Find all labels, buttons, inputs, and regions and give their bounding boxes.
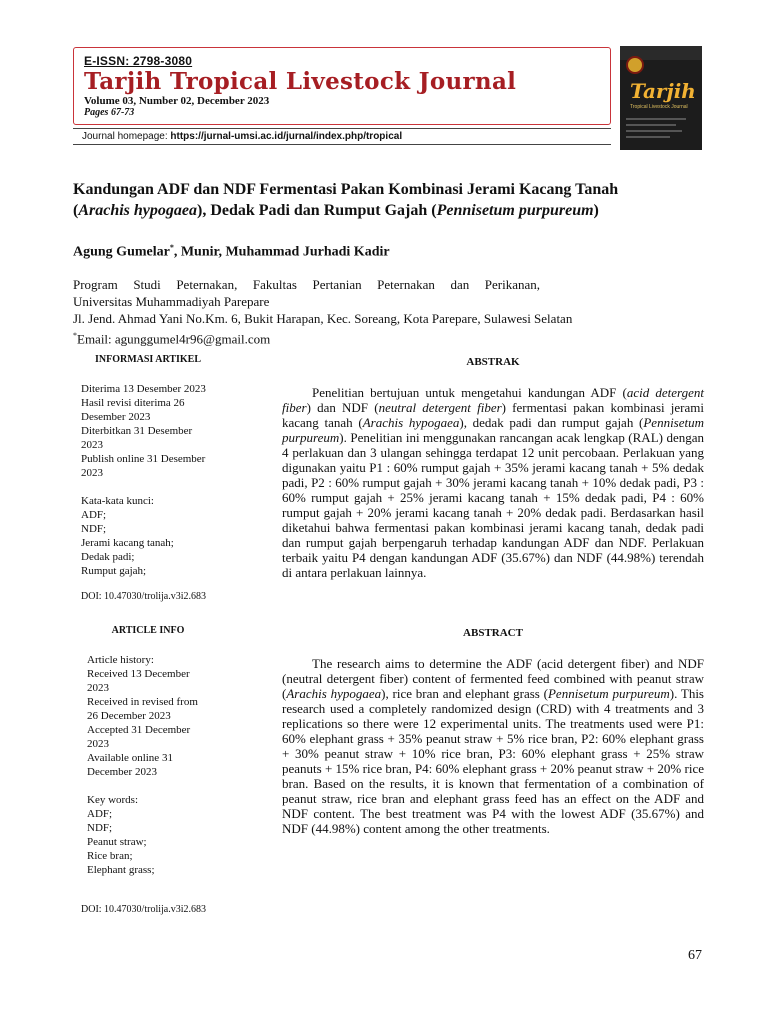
info-id-history: Diterima 13 Desember 2023 Hasil revisi diterima 26 Desember 2023 Diterbitkan 31 Desember 2023 Publish online 31 Desember 2023 [81, 383, 206, 479]
homepage-link[interactable]: https://jurnal-umsi.ac.id/jurnal/index.php/tropical [170, 131, 403, 142]
journal-title: Tarjih Tropical Livestock Journal [84, 68, 517, 95]
info-id-keywords: Kata-kata kunci: ADF; NDF; Jerami kacang tanah; Dedak padi; Rumput gajah; [81, 495, 174, 577]
abstrak-heading: ABSTRAK [466, 356, 520, 368]
info-en-keywords: Key words: ADF; NDF; Peanut straw; Rice bran; Elephant grass; [87, 794, 155, 876]
abstract-text: The research aims to determine the ADF (acid detergent fiber) and NDF (neutral detergent fiber) content of fermented feed combined with peanut straw (Arachis hypogaea), rice bran and elephant grass (Pennisetum purpureum). This research used a completely randomized design (CRD) with 4 treatments and 3 replications so there were 12 experimental units. The treatments used were P1: 60% elephant grass + 35% peanut straw + 5% rice bran, P2: 60% elephant grass + 30% peanut straw + 10% rice bran, P3: 60% elephant grass + 25% straw peanuts + 15% rice bran, P4: 60% elephant grass + 20% peanut straw + 20% rice bran. Based on the results, it is known that fermentation of a combination of peanut straw, rice bran and elephant grass feed has an effect on the ADF and NDF content. The best treatment was P4 with the lowest ADF (35.67%) and NDF (44.98%) content among the other treatments. [282, 656, 704, 836]
article-title [73, 179, 713, 221]
cover-subtitle: Tropical Livestock Journal [630, 104, 688, 110]
pages-line: Pages 67-73 [84, 107, 135, 118]
abstrak [282, 355, 704, 580]
journal-cover-image [620, 46, 702, 150]
info-id [73, 353, 263, 604]
affiliation [73, 276, 653, 347]
affil-line-2: Universitas Muhammadiyah Parepare [73, 294, 270, 309]
title-line-1: Kandungan ADF dan NDF Fermentasi Pakan Kombinasi Jerami Kacang Tanah [73, 181, 619, 198]
info-id-heading: INFORMASI ARTIKEL [94, 354, 202, 365]
abstract-heading: ABSTRACT [463, 627, 523, 639]
abstrak-text: Penelitian bertujuan untuk mengetahui kandungan ADF (acid detergent fiber) dan NDF (neutral detergent fiber) fermentasi pakan kombinasi jerami kacang tanah (Arachis hypogaea), dedak padi dan rumput gajah (Pennisetum purpureum). Penelitian ini menggunakan rancangan acak lengkap (RAL) dengan 4 perlakuan dan 3 ulangan sehingga terdapat 12 unit percobaan. Perlakuan yang digunakan yaitu P1 : 60% rumput gajah + 35% jerami kacang tanah + 5% dedak padi, P2 : 60% rumput gajah + 30% jerami kacang tanah + 10% dedak padi, P3 : 60% rumput gajah + 25% jerami kacang tanah + 15% dedak padi, P4 : 60% rumput gajah + 20% jerami kacang tanah + 20% dedak padi. Berdasarkan hasil diketahui bahwa fermentasi pakan kombinasi jerami kacang tanah, dedak padi dan rumput gajah berpengaruh terhadap kandungan ADF dan NDF. Perlakuan terbaik yaitu P4 dengan kandungan ADF (35.67%) dan NDF (44.98%) terendah di antara perlakuan lainnya. [282, 385, 705, 580]
cover-word: Tarjih [630, 79, 696, 103]
info-en [73, 624, 263, 917]
info-en-doi[interactable]: DOI: 10.47030/trolija.v3i2.683 [81, 904, 206, 915]
info-id-doi[interactable]: DOI: 10.47030/trolija.v3i2.683 [81, 591, 206, 602]
info-en-heading: ARTICLE INFO [111, 625, 185, 636]
eissn: E-ISSN: 2798-3080 [84, 54, 193, 68]
info-en-history: Article history: Received 13 December 2023 Received in revised from 26 December 2023 Accepted 31 December 2023 Available online 31 December 2023 [87, 654, 198, 778]
page-number: 67 [688, 948, 702, 963]
authors: Agung Gumelar*, Munir, Muhammad Jurhadi Kadir [73, 243, 390, 260]
affil-line-3: Jl. Jend. Ahmad Yani No.Km. 6, Bukit Harapan, Kec. Soreang, Kota Parepare, Sulawesi Selatan [73, 311, 573, 326]
seal-icon [626, 56, 644, 74]
title-line-2: (Arachis hypogaea), Dedak Padi dan Rumput Gajah (Pennisetum purpureum) [73, 202, 599, 219]
homepage-bar [73, 128, 611, 145]
abstract [282, 626, 704, 836]
email: *Email: agunggumel4r96@gmail.com [73, 331, 271, 347]
homepage-label: Journal homepage: [82, 131, 171, 142]
journal-header [73, 47, 611, 125]
volume-line: Volume 03, Number 02, December 2023 [84, 95, 270, 107]
affil-line-1: Program Studi Peternakan, Fakultas Pertanian Peternakan dan Perikanan, [73, 277, 540, 292]
